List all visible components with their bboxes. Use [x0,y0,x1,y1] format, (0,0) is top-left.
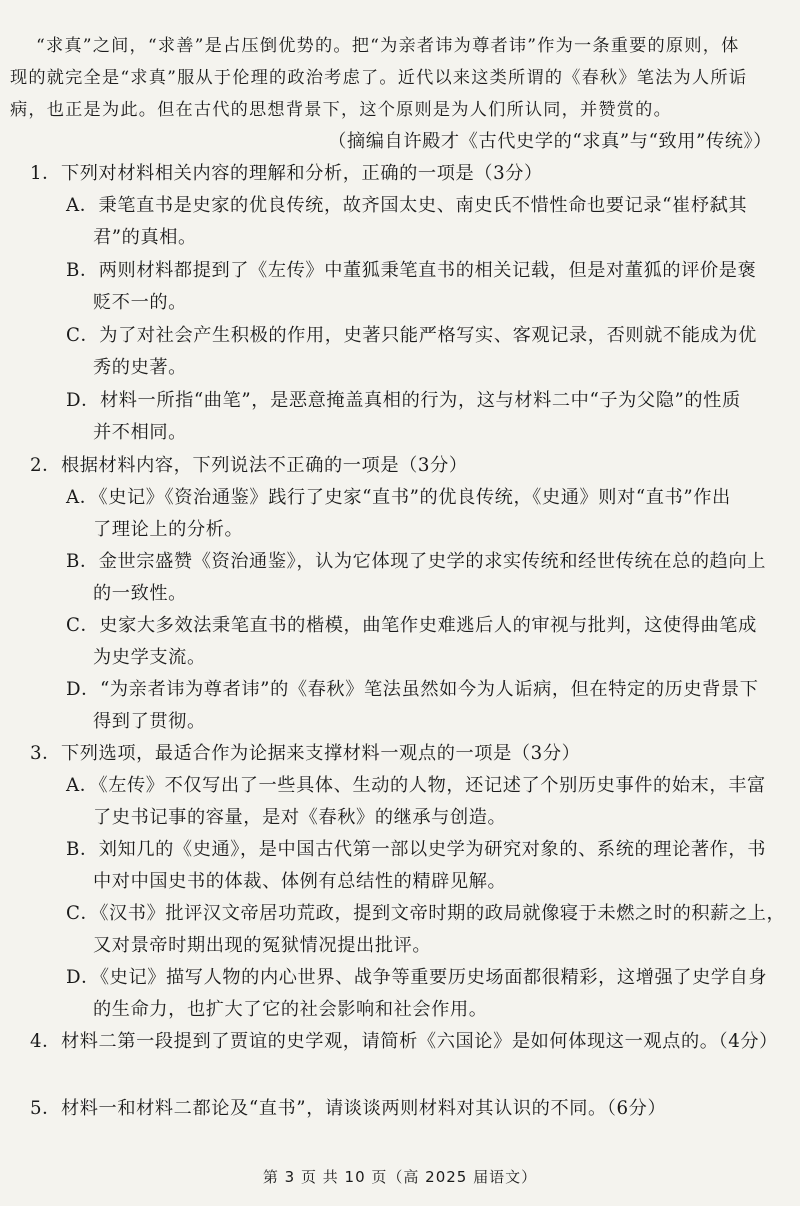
question-1-stem: 1．下列对材料相关内容的理解和分析，正确的一项是（3分） [30,163,543,184]
question-2-option-d-cont: 得到了贯彻。 [93,711,206,732]
question-3-stem: 3．下列选项，最适合作为论据来支撑材料一观点的一项是（3分） [30,743,581,764]
question-2-option-a-cont: 了理论上的分析。 [93,519,244,540]
question-2-option-c-cont: 为史学支流。 [93,647,206,668]
question-1-option-a-cont: 君”的真相。 [93,227,197,248]
question-3-option-c: C．《汉书》批评汉文帝居功荒政，提到文帝时期的政局就像寝于未燃之时的积薪之上， [66,903,786,924]
question-1-option-d: D．材料一所指“曲笔”，是恶意掩盖真相的行为，这与材料二中“子为父隐”的性质 [66,390,741,411]
question-5-stem: 5．材料一和材料二都论及“直书”，请谈谈两则材料对其认识的不同。（6分） [30,1098,667,1119]
question-2-option-a: A．《史记》《资治通鉴》践行了史家“直书”的优良传统，《史通》则对“直书”作出 [66,487,731,508]
question-1-option-c: C．为了对社会产生积极的作用，史著只能严格写实、客观记录，否则就不能成为优 [66,325,757,346]
question-2-option-d: D．“为亲者讳为尊者讳”的《春秋》笔法虽然如今为人诟病，但在特定的历史背景下 [66,679,759,700]
question-4-stem: 4．材料二第一段提到了贾谊的史学观，请简析《六国论》是如何体现这一观点的。（4分） [30,1031,778,1052]
question-1-option-c-cont: 秀的史著。 [93,357,187,378]
question-2-stem: 2．根据材料内容，下列说法不正确的一项是（3分） [30,455,468,476]
question-3-option-d: D．《史记》描写人物的内心世界、战争等重要历史场面都很精彩，这增强了史学自身 [66,967,768,988]
question-1-option-d-cont: 并不相同。 [93,422,187,443]
question-3-option-c-cont: 又对景帝时期出现的冤狱情况提出批评。 [93,935,432,956]
source-citation: （摘编自许殿才《古代史学的“求真”与“致用”传统》） [328,131,772,152]
question-2-option-b: B．金世宗盛赞《资治通鉴》，认为它体现了史学的求实传统和经世传统在总的趋向上 [66,551,767,572]
intro-line-3: 病，也正是为此。但在古代的思想背景下，这个原则是为人们所认同，并赞赏的。 [10,100,672,120]
question-3-option-a-cont: 了史书记事的容量，是对《春秋》的继承与创造。 [93,807,507,828]
question-1-option-b: B．两则材料都提到了《左传》中董狐秉笔直书的相关记载，但是对董狐的评价是褒 [66,260,757,281]
page-footer: 第 3 页 共 10 页（高 2025 届语文） [262,1168,538,1186]
question-3-option-d-cont: 的生命力，也扩大了它的社会影响和社会作用。 [93,999,488,1020]
question-3-option-b-cont: 中对中国史书的体裁、体例有总结性的精辟见解。 [93,871,507,892]
intro-line-2: 现的就完全是“求真”服从于伦理的政治考虑了。近代以来这类所谓的《春秋》笔法为人所诟 [10,68,748,88]
question-3-option-b: B．刘知几的《史通》，是中国古代第一部以史学为研究对象的、系统的理论著作，书 [66,839,767,860]
question-3-option-a: A．《左传》不仅写出了一些具体、生动的人物，还记述了个别历史事件的始末，丰富 [66,775,766,796]
question-2-option-b-cont: 的一致性。 [93,583,187,604]
question-1-option-b-cont: 贬不一的。 [93,292,187,313]
intro-line-1: “求真”之间，“求善”是占压倒优势的。把“为亲者讳为尊者讳”作为一条重要的原则，体 [36,36,740,56]
question-2-option-c: C．史家大多效法秉笔直书的楷模，曲笔作史难逃后人的审视与批判，这使得曲笔成 [66,615,757,636]
question-1-option-a: A．秉笔直书是史家的优良传统，故齐国太史、南史氏不惜性命也要记录“崔杼弑其 [66,195,748,216]
